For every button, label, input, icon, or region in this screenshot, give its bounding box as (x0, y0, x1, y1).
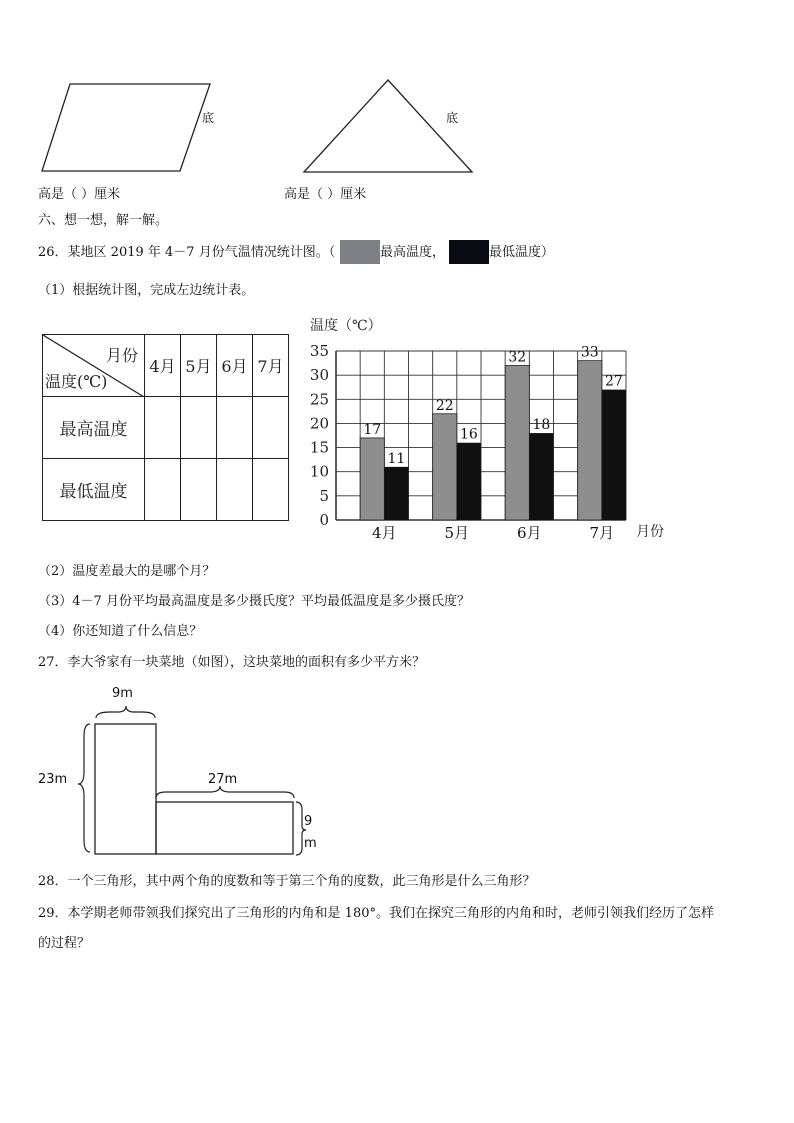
bar-low-value-label: 18 (532, 417, 551, 434)
section-6-title: 六、想一想，解一解。 (38, 213, 169, 228)
garden-label-right-2: m (304, 836, 317, 851)
bar-low-6 (529, 433, 553, 520)
y-tick-label: 20 (309, 414, 329, 433)
table-row-high: 最高温度 (43, 397, 145, 459)
bar-low-7 (602, 390, 626, 520)
table-month-6: 6月 (217, 335, 253, 397)
parallelogram-figure (38, 80, 218, 175)
q29-line-2: 的过程？ (38, 936, 91, 951)
legend-high-swatch (340, 240, 380, 264)
y-tick-label: 15 (309, 438, 329, 457)
triangle-figure (300, 76, 476, 176)
bar-high-7 (578, 361, 602, 520)
table-month-4: 4月 (145, 335, 181, 397)
temperature-bar-chart (300, 310, 670, 550)
chart-y-axis-label: 温度（℃） (310, 318, 382, 334)
triangle-base-label: 底 (446, 111, 459, 125)
garden-label-middle: 27m (208, 772, 238, 787)
table-cell (217, 397, 253, 459)
bar-high-6 (505, 365, 529, 520)
table-cell (253, 397, 289, 459)
garden-label-left: 23m (38, 772, 68, 787)
y-tick-label: 10 (309, 462, 329, 481)
legend-high-label: 最高温度， (380, 245, 446, 260)
y-tick-label: 35 (309, 342, 329, 360)
table-cell (181, 459, 217, 521)
q26-intro: 26．某地区 2019 年 4－7 月份气温情况统计图。（ (38, 245, 336, 260)
corner-bottom-label: 温度(℃) (45, 372, 108, 391)
chart-x-axis-label: 月份 (636, 524, 664, 540)
corner-top-label: 月份 (105, 346, 138, 365)
bar-low-5 (457, 443, 481, 520)
parallelogram-base-label: 底 (202, 111, 215, 125)
table-cell (181, 397, 217, 459)
garden-label-top: 9m (112, 686, 133, 701)
y-tick-label: 30 (309, 366, 329, 385)
bar-high-value-label: 22 (435, 397, 454, 414)
y-tick-label: 0 (319, 511, 329, 529)
table-cell (145, 397, 181, 459)
q26-sub1: （1）根据统计图，完成左边统计表。 (38, 283, 255, 298)
q27-text: 27．李大爷家有一块菜地（如图），这块菜地的面积有多少平方米？ (38, 655, 426, 670)
x-tick-label: 7月 (589, 524, 615, 542)
bar-low-4 (384, 467, 408, 520)
table-corner-cell (43, 335, 145, 397)
bar-high-value-label: 17 (363, 421, 382, 438)
stat-table (42, 334, 289, 521)
legend-low-label: 最低温度） (489, 245, 555, 260)
garden-l-shape-figure (60, 680, 340, 865)
bar-low-value-label: 27 (605, 373, 623, 390)
table-cell (145, 459, 181, 521)
bar-high-value-label: 32 (508, 349, 527, 366)
bar-low-value-label: 11 (387, 450, 406, 467)
table-cell (217, 459, 253, 521)
table-row-low: 最低温度 (43, 459, 145, 521)
x-tick-label: 6月 (517, 524, 542, 542)
q26-sub3: （3）4－7 月份平均最高温度是多少摄氏度？平均最低温度是多少摄氏度？ (38, 594, 470, 609)
bar-high-5 (433, 414, 457, 520)
garden-label-right-1: 9 (304, 814, 313, 829)
parallelogram-height-blank: 高是（ ）厘米 (38, 187, 121, 202)
y-tick-label: 5 (319, 486, 329, 505)
y-tick-label: 25 (309, 390, 329, 409)
bar-high-value-label: 33 (580, 344, 599, 361)
x-tick-label: 5月 (444, 524, 470, 542)
table-cell (253, 459, 289, 521)
table-month-7: 7月 (253, 335, 289, 397)
table-month-5: 5月 (181, 335, 217, 397)
bar-low-value-label: 16 (460, 426, 478, 443)
q29-line-1: 29．本学期老师带领我们探究出了三角形的内角和是 180°。我们在探究三角形的内角和时，老师引领我们经历了怎样 (38, 906, 714, 921)
q26-sub4: （4）你还知道了什么信息？ (38, 624, 203, 639)
x-tick-label: 4月 (372, 524, 397, 542)
bar-high-4 (360, 438, 384, 520)
legend-low-swatch (449, 240, 489, 264)
q26-sub2: （2）温度差最大的是哪个月？ (38, 564, 216, 579)
triangle-height-blank: 高是（ ）厘米 (284, 187, 367, 202)
q28-text: 28．一个三角形，其中两个角的度数和等于第三个角的度数，此三角形是什么三角形？ (38, 874, 536, 889)
